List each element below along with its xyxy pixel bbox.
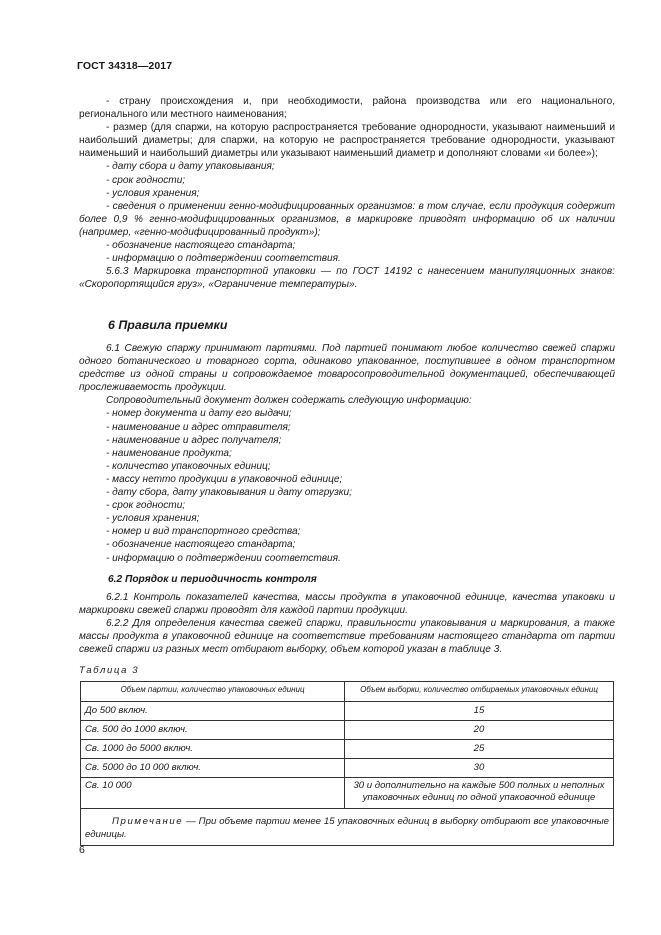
table-row (81, 740, 614, 759)
table-cell: 15 (345, 702, 614, 721)
table-caption: Таблица 3 (79, 665, 140, 676)
list-item: - номер документа и дату его выдачи; (106, 408, 292, 420)
list-item: - срок годности; (106, 500, 186, 512)
note-label: Примечание (112, 816, 184, 827)
list-item: - страну происхождения и, при необходимости, района производства или его национального, регионального или местного наименования; (79, 96, 615, 121)
table-note-row (81, 809, 614, 846)
table-cell: 20 (345, 721, 614, 740)
list-item: - обозначение настоящего стандарта; (106, 539, 296, 551)
list-item: - условия хранения; (106, 513, 200, 525)
table-cell: 25 (345, 740, 614, 759)
table-cell: Св. 10 000 (81, 778, 345, 809)
table-row (81, 702, 614, 721)
table-note (81, 809, 614, 846)
list-item: - информацию о подтверждении соответствия. (106, 552, 341, 564)
clause-6-2-1: 6.2.1 Контроль показателей качества, массы продукта в упаковочной единице, качества упаковки и маркировки свежей спаржи проводят для каждой партии продукции. (79, 592, 615, 617)
table-cell: 30 и дополнительно на каждые 500 полных и неполных упаковочных единиц по одной упаковочной единице (345, 778, 614, 809)
paragraph: Сопроводительный документ должен содержать следующую информацию: (106, 395, 472, 407)
list-item: - количество упаковочных единиц; (106, 460, 271, 472)
section-title: 6 Правила приемки (108, 318, 228, 332)
list-item: - наименование продукта; (106, 447, 232, 459)
section-6-body (79, 342, 615, 565)
list-item: - срок годности; (106, 174, 186, 186)
page-number: 6 (79, 844, 85, 856)
clause-5-6-3: 5.6.3 Маркировка транспортной упаковки — по ГОСТ 14192 с нанесением манипуляционных знаков: «Скоропортящийся груз», «Ограничение температуры». (79, 266, 615, 291)
marking-list (79, 95, 615, 291)
list-item: - номер и вид транспортного средства; (106, 526, 301, 538)
table-cell: Св. 500 до 1000 включ. (81, 721, 345, 740)
table-cell: Св. 5000 до 10 000 включ. (81, 759, 345, 778)
table-cell: 30 (345, 759, 614, 778)
list-item: - дату сбора и дату упаковывания; (106, 161, 275, 173)
table-cell: Св. 1000 до 5000 включ. (81, 740, 345, 759)
table-header-cell: Объем выборки, количество отбираемых упаковочных единиц (345, 682, 614, 702)
sample-size-table (80, 681, 614, 846)
document-header: ГОСТ 34318—2017 (77, 60, 173, 72)
list-item: - дату сбора, дату упаковывания и дату отгрузки; (106, 487, 352, 499)
table-row (81, 759, 614, 778)
section-6-2-body (79, 591, 615, 656)
table-cell: До 500 включ. (81, 702, 345, 721)
table-header-row (81, 682, 614, 702)
table-header-cell: Объем партии, количество упаковочных единиц (81, 682, 345, 702)
list-item: - массу нетто продукции в упаковочной единице; (106, 473, 343, 485)
list-item: - наименование и адрес получателя; (106, 434, 282, 446)
list-item: - условия хранения; (106, 187, 200, 199)
table-row (81, 721, 614, 740)
note-text: — При объеме партии менее 15 упаковочных единиц в выборку отбирают все упаковочные единицы. (85, 816, 609, 840)
table-row (81, 778, 614, 809)
list-item: - сведения о применении генно-модифицированных организмов: в том случае, если продукция содержит более 0,9 % генно-модифицированных организмов, в маркировке приводят информацию об их наличии (например, «генно-модифицированный продукт»); (79, 200, 615, 238)
list-item: - наименование и адрес отправителя; (106, 421, 291, 433)
list-item: - размер (для спаржи, на которую распространяется требование однородности, указывают наименьший и наибольший диаметры; для спаржи, на которую не распространяется требование однородности, указывают наименьший и наибольший диаметры или указывают наименьший диаметр и дополняют словами «и более»); (79, 122, 615, 160)
clause-6-1: 6.1 Свежую спаржу принимают партиями. Под партией понимают любое количество свежей спаржи одного ботанического и товарного сорта, одинаково упакованное, поступившее в одном транспортном средстве из одной страны и сопровождаемое товаросопроводительной документацией, обеспечивающей прослеживаемость продукции. (79, 343, 615, 394)
subsection-title: 6.2 Порядок и периодичность контроля (108, 574, 317, 585)
list-item: - информацию о подтверждении соответствия. (106, 253, 341, 265)
clause-6-2-2: 6.2.2 Для определения качества свежей спаржи, правильности упаковывания и маркирования, а также массы продукта в упаковочной единице на соответствие требованиям настоящего стандарта от партии свежей спаржи из разных мест отбирают выборку, объем которой указан в таблице 3. (79, 618, 615, 656)
list-item: - обозначение настоящего стандарта; (106, 240, 296, 252)
